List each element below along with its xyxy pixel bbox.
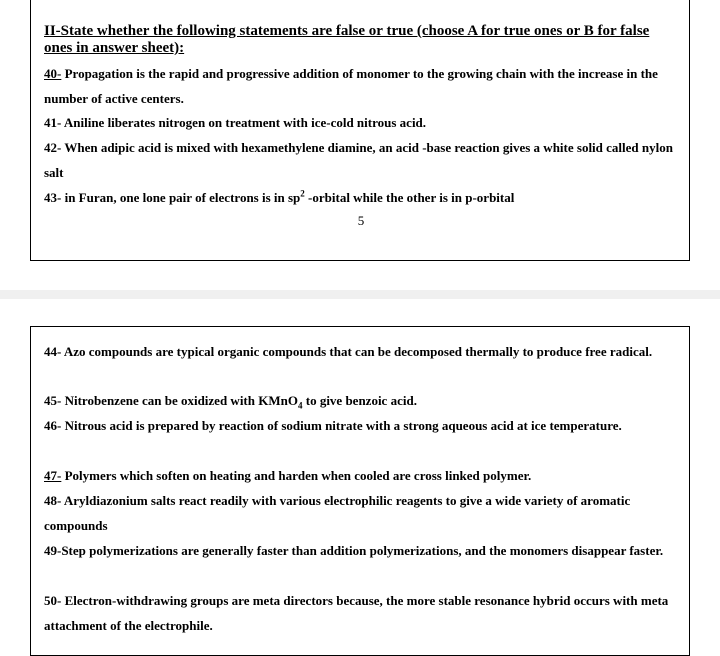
question-45-text-b: to give benzoic acid. bbox=[302, 393, 417, 408]
question-40-text: Propagation is the rapid and progressive addition of monomer to the growing chain with the increase in the number of active centers. bbox=[44, 66, 658, 106]
question-45-text-a: 45- Nitrobenzene can be oxidized with KMnO bbox=[44, 393, 298, 408]
question-47 bbox=[44, 463, 684, 488]
question-42: 42- When adipic acid is mixed with hexamethylene diamine, an acid -base reaction gives a white solid called nylon salt bbox=[44, 140, 673, 180]
question-41: 41- Aniline liberates nitrogen on treatment with ice-cold nitrous acid. bbox=[44, 115, 427, 130]
question-48: 48- Aryldiazonium salts react readily with various electrophilic reagents to give a wide variety of aromatic compounds bbox=[44, 493, 631, 533]
question-47-text: Polymers which soften on heating and harden when cooled are cross linked polymer. bbox=[61, 468, 532, 483]
question-43-superscript: 2 bbox=[300, 188, 305, 199]
question-44: 44- Azo compounds are typical organic compounds that can be decomposed thermally to produce free radical. bbox=[44, 344, 653, 359]
question-46: 46- Nitrous acid is prepared by reaction of sodium nitrate with a strong aqueous acid at ice temperature. bbox=[44, 418, 622, 433]
page-section-bottom bbox=[30, 326, 690, 656]
question-45 bbox=[44, 388, 684, 413]
question-43-text-b: -orbital while the other is in p-orbital bbox=[304, 190, 515, 205]
page-number: 5 bbox=[357, 213, 365, 228]
question-47-number: 47- bbox=[44, 468, 62, 483]
section-heading: II-State whether the following statements are false or true (choose A for true ones or B for false ones in answer sheet): bbox=[44, 23, 650, 56]
question-45-subscript: 4 bbox=[297, 400, 303, 411]
page-gap bbox=[0, 290, 720, 299]
question-40-number: 40- bbox=[44, 66, 62, 81]
question-43 bbox=[44, 185, 684, 210]
question-43-text-a: 43- in Furan, one lone pair of electrons is in sp bbox=[44, 190, 301, 205]
question-49: 49-Step polymerizations are generally faster than addition polymerizations, and the monomers disappear faster. bbox=[44, 543, 664, 558]
question-40 bbox=[44, 61, 684, 111]
question-50: 50- Electron-withdrawing groups are meta directors because, the more stable resonance hybrid occurs with meta attachment of the electrophile. bbox=[44, 593, 669, 633]
page-section-top bbox=[30, 0, 690, 261]
